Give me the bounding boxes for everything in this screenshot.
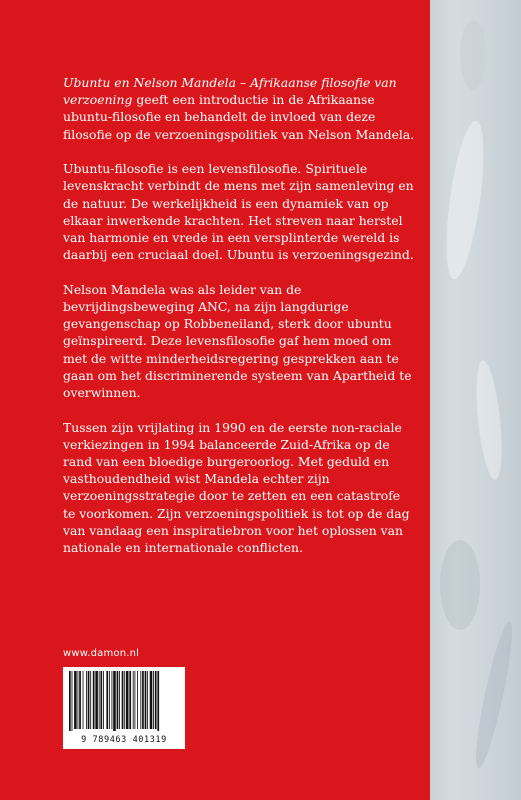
spine-texture [440, 540, 480, 630]
barcode-bar [79, 671, 81, 729]
barcode-bar [109, 671, 110, 729]
barcode-bar [112, 671, 113, 729]
blurb-paragraph-3: Nelson Mandela was als leider van de bevrijdingsbeweging ANC, na zijn langdurige gevangenschap op Robbeneiland, sterk door ubuntu geïnspireerd. Deze levensfilosofie gaf hem moed om met de witte minderheidsregering gesprekken aan te gaan om het discriminerende systeem van Apartheid te overwinnen. [63, 281, 412, 401]
barcode-bar [100, 671, 102, 729]
barcode-bar [103, 671, 104, 729]
barcode-bar [86, 671, 87, 729]
barcode-bar [155, 671, 157, 729]
isbn-number: 9 789463 401319 [81, 735, 167, 745]
barcode-bar [124, 671, 125, 729]
barcode-bar [99, 671, 100, 729]
blurb-paragraph-4: Tussen zijn vrijlating in 1990 en de eerste non-raciale verkiezingen in 1994 balanceerde Zuid-Afrika op de rand van een bloedige burgeroorlog. Met geduld en vasthoudendheid wist Mandela echter zijn verzoeningsstrategie door te zetten en een catastrofe te voorkomen. Zijn verzoeningspolitiek is tot op de dag van vandaag een inspiratiebron voor het oplossen van nationale en internationale conflicten. [63, 419, 410, 556]
barcode-bar [129, 671, 131, 729]
barcode-bar [122, 671, 124, 729]
barcode-bar [74, 671, 77, 729]
barcode-bar [78, 671, 79, 729]
barcode-bar [142, 671, 144, 729]
barcode-bar [117, 671, 119, 729]
blurb-paragraph-1 [63, 74, 415, 143]
blurb-paragraph-2: Ubuntu-filosofie is een levensfilosofie. Spirituele levenskracht verbindt de mens met zijn samenleving en de natuur. De werkelijkheid is een dynamiek van op elkaar inwerkende krachten. Het streven naar herstel van harmonie en vrede in een versplinterde wereld is daarbij een cruciaal doel. Ubuntu is verzoeningsgezind. [63, 161, 414, 263]
blurb-paragraph-1-text: geeft een introductie in de Afrikaanse ubuntu-filosofie en behandelt de invloed van deze filosofie op de verzoeningspolitiek van Nelson Mandela. [63, 92, 415, 142]
barcode-bar [133, 671, 134, 729]
barcode-bar [113, 671, 116, 731]
spine-texture [470, 620, 519, 770]
barcode-bar [90, 671, 91, 729]
barcode-bar [119, 671, 120, 729]
spine-texture [472, 359, 506, 481]
spine-edge [430, 0, 521, 800]
barcode-bar [147, 671, 148, 729]
spine-texture [460, 20, 486, 90]
barcode-bar [126, 671, 129, 729]
barcode-bar [88, 671, 90, 729]
spine-texture [439, 119, 491, 282]
barcode-bar [95, 671, 98, 729]
barcode-bar [72, 671, 73, 731]
publisher-website: www.damon.nl [63, 648, 140, 659]
barcode-bar [83, 671, 84, 729]
book-title-italic: Ubuntu en Nelson Mandela – Afrikaanse filosofie van verzoening [63, 75, 397, 108]
isbn-barcode [63, 667, 185, 749]
barcode-bar [134, 671, 135, 729]
barcode-bar [145, 671, 147, 729]
barcode-bars [67, 671, 181, 731]
barcode-bar [106, 671, 108, 729]
barcode-bar [157, 671, 159, 731]
blurb [63, 74, 415, 574]
barcode-bar [69, 671, 71, 731]
barcode-bar [153, 671, 154, 729]
barcode-bar [93, 671, 95, 729]
barcode-bar [140, 671, 141, 729]
barcode-bar [137, 671, 138, 729]
barcode-bar [150, 671, 153, 729]
